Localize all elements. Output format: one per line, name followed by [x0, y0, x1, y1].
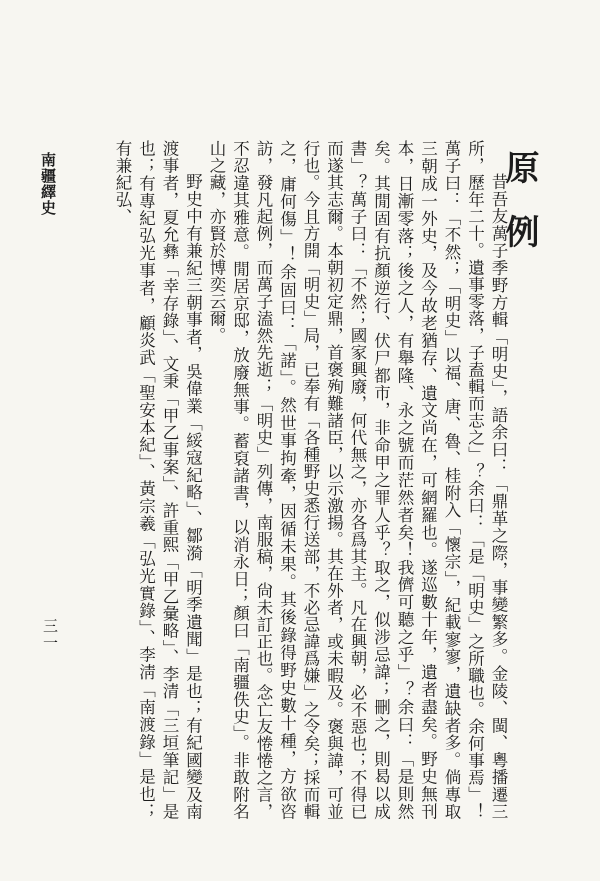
- paragraph: 野史中有兼紀三朝事者，吳偉業「綏寇紀略」、鄒漪「明季遺聞」是也；有紀國變及南渡事者，夏允彝「幸存錄」、文秉「甲乙事案」、許重熙「甲乙彙略」、李清「三垣筆記」是也；有專紀弘光事者，顧炎武「聖安本紀」、黃宗羲「弘光實錄」、李淸「南渡錄」是也；有兼紀弘、: [113, 140, 203, 820]
- page-title: 原例: [499, 150, 539, 278]
- running-head: 南疆繹史: [39, 152, 57, 216]
- paragraph: 昔吾友萬子季野方輯「明史」，語余曰：「鼎革之際，事變繁多。金陵、閩、粵播遷三所，歷年二十。遺事零落，子盍輯而志之」？余曰：「是「明史」之所職也。余何事焉」！萬子曰：「不然；「明史」以福、唐、魯、桂附入「懷宗」，紀載寥寥，遺缺者多。倘專取三朝成一外史，及今故老猶存、遺文尚在，可網羅也。遂巡數十年，遺者盡矣。野史無刊本，日漸零落；後之人，有舉隆、永之號而茫然者矣！我儕可聽之乎」？余曰：「是則然矣。其閒固有抗顏逆行、伏尸都市，非命甲之罪人乎？取之，似涉忌諱；刪之，則曷以成書」？萬子曰：「不然；國家興廢，何代無之，亦各爲其主。凡在興朝，必不惡也；不得已而遂其志爾。本朝初定鼎，首褒殉難諸臣，以示激揚。其在外者，或未暇及。褒與諱，可並行也。今且方開「明史」局，已奉有「各種野史悉行送部，不必忌諱爲嫌」之令矣；採而輯之，庸何傷」！余固曰：「諾」。然世事拘牽，因循未果。其後錄得野史數十種，方欲咨訪，發凡起例，而萬子溘然先逝；「明史」列傳，南服稿，尙未訂正也。念亡友惓惓之言，不忍違其雅意。閒居京邸，放廢無事。蓄裒諸書，以消永日；顏曰「南疆佚史」。非敢附名山之藏，亦賢於博奕云爾。: [207, 140, 508, 820]
- page-number: 三一: [41, 618, 59, 652]
- body-text: [70, 140, 510, 820]
